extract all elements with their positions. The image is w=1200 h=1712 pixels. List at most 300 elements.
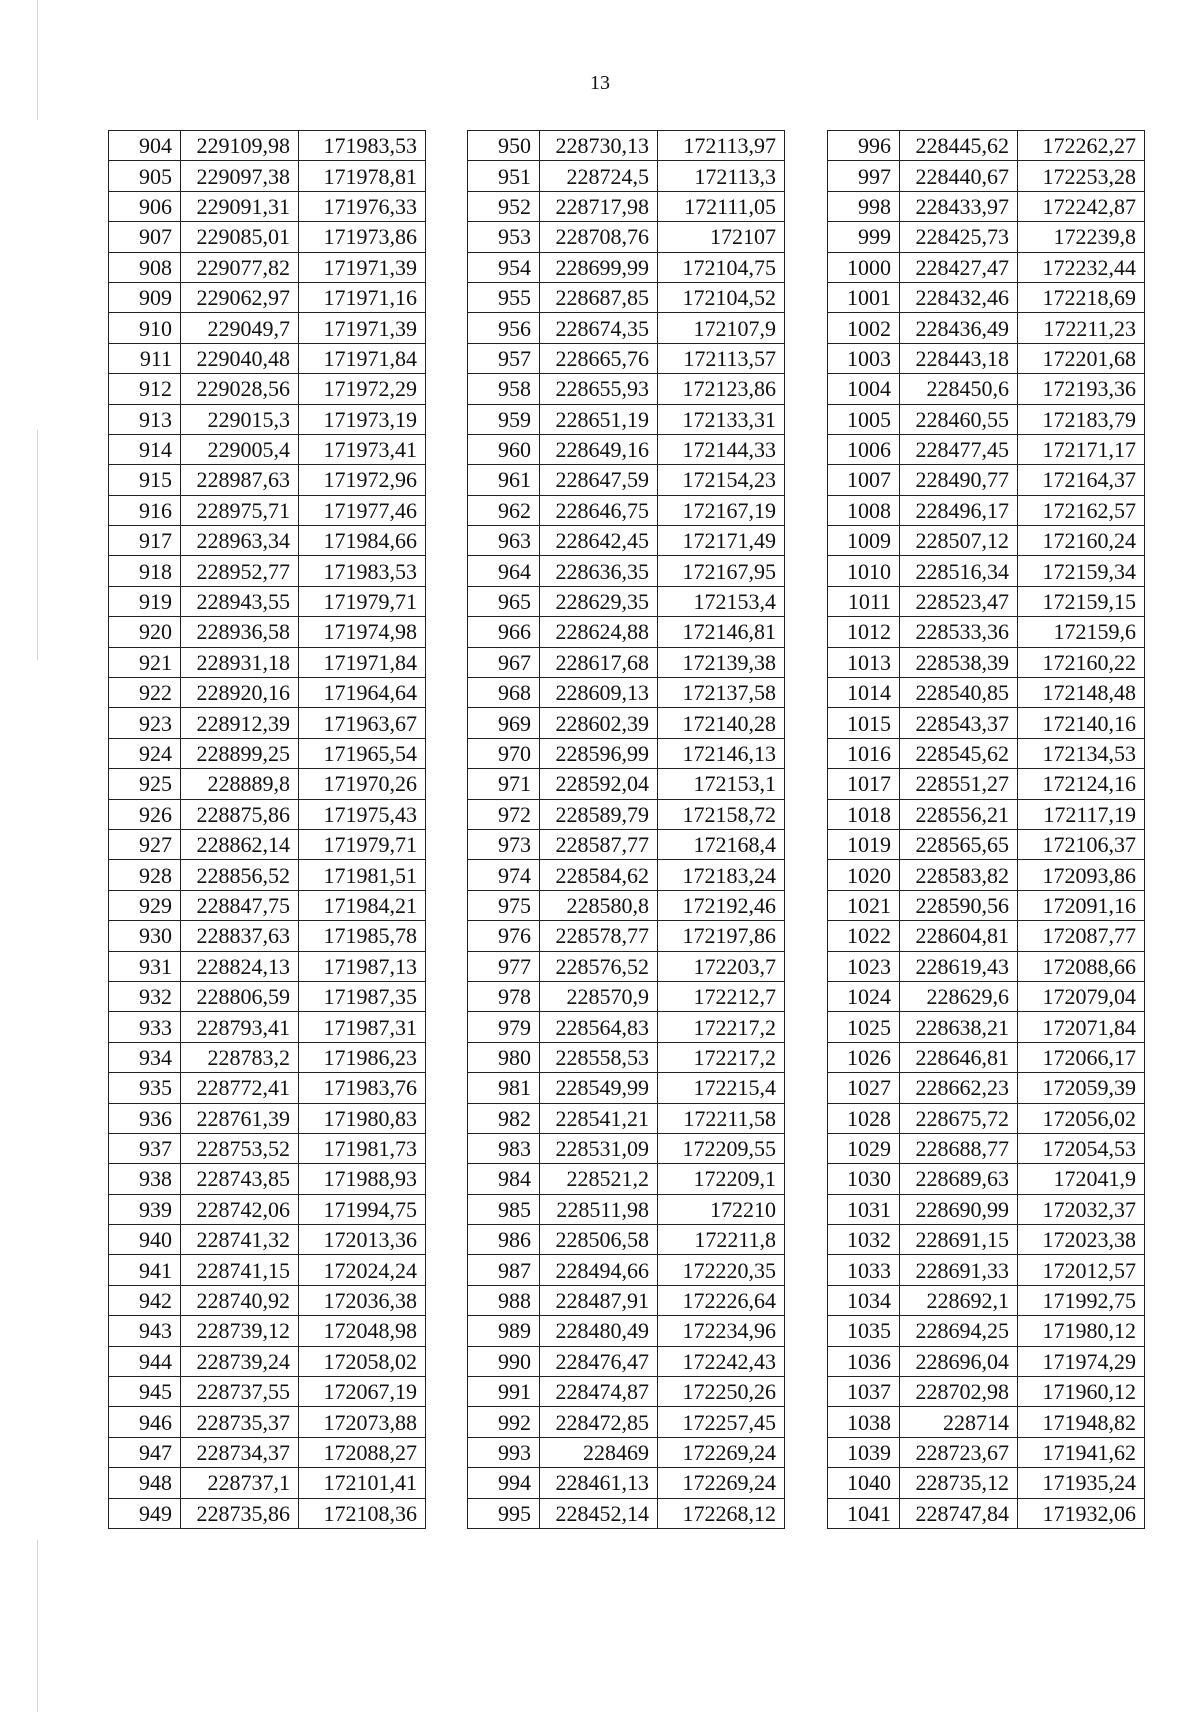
y-coordinate-cell: 172134,53 [1018, 738, 1145, 768]
x-coordinate-cell: 228565,65 [900, 829, 1018, 859]
point-number-cell: 1014 [828, 678, 900, 708]
point-number-cell: 949 [109, 1498, 181, 1528]
point-number-cell: 967 [468, 647, 540, 677]
y-coordinate-cell: 171987,31 [299, 1012, 426, 1042]
x-coordinate-cell: 228452,14 [540, 1498, 658, 1528]
x-coordinate-cell: 228912,39 [181, 708, 299, 738]
x-coordinate-cell: 228516,34 [900, 556, 1018, 586]
x-coordinate-cell: 229015,3 [181, 404, 299, 434]
y-coordinate-cell: 172146,13 [658, 738, 785, 768]
table-row [828, 1346, 1145, 1376]
y-coordinate-cell: 172168,4 [658, 829, 785, 859]
y-coordinate-cell: 171963,67 [299, 708, 426, 738]
table-row [109, 738, 426, 768]
x-coordinate-cell: 228443,18 [900, 343, 1018, 373]
y-coordinate-cell: 172073,88 [299, 1407, 426, 1437]
x-coordinate-cell: 228806,59 [181, 981, 299, 1011]
point-number-cell: 983 [468, 1133, 540, 1163]
table-row [828, 1498, 1145, 1528]
table-row [468, 1407, 785, 1437]
x-coordinate-cell: 228783,2 [181, 1042, 299, 1072]
x-coordinate-cell: 228724,5 [540, 161, 658, 191]
point-number-cell: 954 [468, 252, 540, 282]
point-number-cell: 911 [109, 343, 181, 373]
point-number-cell: 945 [109, 1377, 181, 1407]
point-number-cell: 1041 [828, 1498, 900, 1528]
y-coordinate-cell: 172148,48 [1018, 678, 1145, 708]
table-row [468, 829, 785, 859]
y-coordinate-cell: 172032,37 [1018, 1194, 1145, 1224]
table-row [109, 860, 426, 890]
table-row [109, 1073, 426, 1103]
table-row [109, 1164, 426, 1194]
x-coordinate-cell: 228690,99 [900, 1194, 1018, 1224]
x-coordinate-cell: 229005,4 [181, 434, 299, 464]
x-coordinate-cell: 228490,77 [900, 465, 1018, 495]
point-number-cell: 956 [468, 313, 540, 343]
table-row [468, 1133, 785, 1163]
point-number-cell: 923 [109, 708, 181, 738]
table-row [468, 1042, 785, 1072]
point-number-cell: 962 [468, 495, 540, 525]
y-coordinate-cell: 172209,55 [658, 1133, 785, 1163]
point-number-cell: 1013 [828, 647, 900, 677]
point-number-cell: 933 [109, 1012, 181, 1042]
x-coordinate-cell: 228587,77 [540, 829, 658, 859]
x-coordinate-cell: 228665,76 [540, 343, 658, 373]
table-row [828, 981, 1145, 1011]
point-number-cell: 937 [109, 1133, 181, 1163]
y-coordinate-cell: 172217,2 [658, 1012, 785, 1042]
y-coordinate-cell: 172024,24 [299, 1255, 426, 1285]
y-coordinate-cell: 172211,58 [658, 1103, 785, 1133]
y-coordinate-cell: 171941,62 [1018, 1437, 1145, 1467]
table-row [109, 1377, 426, 1407]
y-coordinate-cell: 172183,79 [1018, 404, 1145, 434]
point-number-cell: 1003 [828, 343, 900, 373]
table-row [828, 191, 1145, 221]
table-row [109, 708, 426, 738]
y-coordinate-cell: 172153,4 [658, 586, 785, 616]
x-coordinate-cell: 228584,62 [540, 860, 658, 890]
y-coordinate-cell: 171948,82 [1018, 1407, 1145, 1437]
x-coordinate-cell: 228647,59 [540, 465, 658, 495]
table-row [468, 1346, 785, 1376]
point-number-cell: 1034 [828, 1285, 900, 1315]
y-coordinate-cell: 171970,26 [299, 769, 426, 799]
x-coordinate-cell: 228477,45 [900, 434, 1018, 464]
point-number-cell: 986 [468, 1225, 540, 1255]
x-coordinate-cell: 228425,73 [900, 222, 1018, 252]
table-row [828, 708, 1145, 738]
y-coordinate-cell: 172268,12 [658, 1498, 785, 1528]
x-coordinate-cell: 228735,37 [181, 1407, 299, 1437]
y-coordinate-cell: 172048,98 [299, 1316, 426, 1346]
x-coordinate-cell: 229028,56 [181, 374, 299, 404]
table-row [468, 313, 785, 343]
x-coordinate-cell: 228480,49 [540, 1316, 658, 1346]
point-number-cell: 935 [109, 1073, 181, 1103]
point-number-cell: 921 [109, 647, 181, 677]
x-coordinate-cell: 228692,1 [900, 1285, 1018, 1315]
x-coordinate-cell: 229062,97 [181, 282, 299, 312]
table-row [468, 708, 785, 738]
y-coordinate-cell: 171975,43 [299, 799, 426, 829]
y-coordinate-cell: 172192,46 [658, 890, 785, 920]
point-number-cell: 978 [468, 981, 540, 1011]
x-coordinate-cell: 228737,1 [181, 1468, 299, 1498]
point-number-cell: 917 [109, 526, 181, 556]
x-coordinate-cell: 228741,15 [181, 1255, 299, 1285]
x-coordinate-cell: 228714 [900, 1407, 1018, 1437]
x-coordinate-cell: 228856,52 [181, 860, 299, 890]
table-row [828, 1225, 1145, 1255]
point-number-cell: 904 [109, 131, 181, 161]
y-coordinate-cell: 172250,26 [658, 1377, 785, 1407]
y-coordinate-cell: 172262,27 [1018, 131, 1145, 161]
table-row [109, 1133, 426, 1163]
x-coordinate-cell: 228638,21 [900, 1012, 1018, 1042]
table-row [109, 526, 426, 556]
x-coordinate-cell: 228734,37 [181, 1437, 299, 1467]
x-coordinate-cell: 228496,17 [900, 495, 1018, 525]
x-coordinate-cell: 228735,12 [900, 1468, 1018, 1498]
table-row [109, 1042, 426, 1072]
x-coordinate-cell: 228674,35 [540, 313, 658, 343]
x-coordinate-cell: 228592,04 [540, 769, 658, 799]
point-number-cell: 1039 [828, 1437, 900, 1467]
point-number-cell: 987 [468, 1255, 540, 1285]
point-number-cell: 1006 [828, 434, 900, 464]
table-row [109, 1437, 426, 1467]
point-number-cell: 985 [468, 1194, 540, 1224]
y-coordinate-cell: 172041,9 [1018, 1164, 1145, 1194]
y-coordinate-cell: 172139,38 [658, 647, 785, 677]
point-number-cell: 919 [109, 586, 181, 616]
point-number-cell: 1023 [828, 951, 900, 981]
table-row [109, 617, 426, 647]
table-row [109, 1285, 426, 1315]
x-coordinate-cell: 228531,09 [540, 1133, 658, 1163]
table-row [109, 890, 426, 920]
point-number-cell: 934 [109, 1042, 181, 1072]
scan-margin-line [37, 430, 38, 660]
table-row [109, 1194, 426, 1224]
table-row [828, 769, 1145, 799]
table-row [828, 647, 1145, 677]
y-coordinate-cell: 172066,17 [1018, 1042, 1145, 1072]
x-coordinate-cell: 228636,35 [540, 556, 658, 586]
table-row [828, 1012, 1145, 1042]
x-coordinate-cell: 228551,27 [900, 769, 1018, 799]
table-row [109, 586, 426, 616]
point-number-cell: 976 [468, 921, 540, 951]
x-coordinate-cell: 228931,18 [181, 647, 299, 677]
table-row [828, 586, 1145, 616]
point-number-cell: 946 [109, 1407, 181, 1437]
table-row [468, 1255, 785, 1285]
y-coordinate-cell: 172201,68 [1018, 343, 1145, 373]
x-coordinate-cell: 228570,9 [540, 981, 658, 1011]
x-coordinate-cell: 228739,24 [181, 1346, 299, 1376]
table-row [468, 131, 785, 161]
table-row [468, 222, 785, 252]
y-coordinate-cell: 172117,19 [1018, 799, 1145, 829]
y-coordinate-cell: 172107,9 [658, 313, 785, 343]
y-coordinate-cell: 171987,13 [299, 951, 426, 981]
y-coordinate-cell: 172013,36 [299, 1225, 426, 1255]
x-coordinate-cell: 228691,33 [900, 1255, 1018, 1285]
table-row [468, 1377, 785, 1407]
x-coordinate-cell: 228469 [540, 1437, 658, 1467]
y-coordinate-cell: 172218,69 [1018, 282, 1145, 312]
point-number-cell: 968 [468, 678, 540, 708]
x-coordinate-cell: 228507,12 [900, 526, 1018, 556]
y-coordinate-cell: 172087,77 [1018, 921, 1145, 951]
y-coordinate-cell: 171984,21 [299, 890, 426, 920]
table-row [828, 434, 1145, 464]
x-coordinate-cell: 228450,6 [900, 374, 1018, 404]
coordinates-table-3 [827, 130, 1145, 1529]
point-number-cell: 969 [468, 708, 540, 738]
x-coordinate-cell: 228619,43 [900, 951, 1018, 981]
y-coordinate-cell: 171932,06 [1018, 1498, 1145, 1528]
table-row [109, 769, 426, 799]
y-coordinate-cell: 171972,96 [299, 465, 426, 495]
x-coordinate-cell: 228433,97 [900, 191, 1018, 221]
y-coordinate-cell: 172113,57 [658, 343, 785, 373]
x-coordinate-cell: 228740,92 [181, 1285, 299, 1315]
y-coordinate-cell: 172253,28 [1018, 161, 1145, 191]
table-row [468, 860, 785, 890]
point-number-cell: 1024 [828, 981, 900, 1011]
y-coordinate-cell: 171971,39 [299, 313, 426, 343]
table-row [828, 404, 1145, 434]
x-coordinate-cell: 228699,99 [540, 252, 658, 282]
y-coordinate-cell: 172058,02 [299, 1346, 426, 1376]
y-coordinate-cell: 171992,75 [1018, 1285, 1145, 1315]
y-coordinate-cell: 171935,24 [1018, 1468, 1145, 1498]
point-number-cell: 957 [468, 343, 540, 373]
x-coordinate-cell: 228761,39 [181, 1103, 299, 1133]
y-coordinate-cell: 172160,22 [1018, 647, 1145, 677]
point-number-cell: 952 [468, 191, 540, 221]
y-coordinate-cell: 172091,16 [1018, 890, 1145, 920]
table-row [109, 1255, 426, 1285]
y-coordinate-cell: 172159,34 [1018, 556, 1145, 586]
y-coordinate-cell: 171986,23 [299, 1042, 426, 1072]
x-coordinate-cell: 228691,15 [900, 1225, 1018, 1255]
x-coordinate-cell: 228589,79 [540, 799, 658, 829]
x-coordinate-cell: 228472,85 [540, 1407, 658, 1437]
y-coordinate-cell: 171971,39 [299, 252, 426, 282]
table-row [468, 282, 785, 312]
y-coordinate-cell: 172056,02 [1018, 1103, 1145, 1133]
table-row [828, 890, 1145, 920]
y-coordinate-cell: 172108,36 [299, 1498, 426, 1528]
x-coordinate-cell: 229097,38 [181, 161, 299, 191]
x-coordinate-cell: 228920,16 [181, 678, 299, 708]
y-coordinate-cell: 172269,24 [658, 1468, 785, 1498]
table-row [468, 1225, 785, 1255]
point-number-cell: 1028 [828, 1103, 900, 1133]
table-row [468, 404, 785, 434]
y-coordinate-cell: 172209,1 [658, 1164, 785, 1194]
point-number-cell: 924 [109, 738, 181, 768]
point-number-cell: 909 [109, 282, 181, 312]
point-number-cell: 943 [109, 1316, 181, 1346]
y-coordinate-cell: 172107 [658, 222, 785, 252]
table-row [468, 1498, 785, 1528]
point-number-cell: 997 [828, 161, 900, 191]
table-row [109, 374, 426, 404]
table-row [109, 678, 426, 708]
x-coordinate-cell: 228617,68 [540, 647, 658, 677]
x-coordinate-cell: 228609,13 [540, 678, 658, 708]
point-number-cell: 941 [109, 1255, 181, 1285]
x-coordinate-cell: 228747,84 [900, 1498, 1018, 1528]
y-coordinate-cell: 171985,78 [299, 921, 426, 951]
table-row [828, 161, 1145, 191]
table-row [828, 860, 1145, 890]
y-coordinate-cell: 171971,16 [299, 282, 426, 312]
point-number-cell: 994 [468, 1468, 540, 1498]
x-coordinate-cell: 228476,47 [540, 1346, 658, 1376]
y-coordinate-cell: 171981,73 [299, 1133, 426, 1163]
table-row [109, 1407, 426, 1437]
table-row [828, 343, 1145, 373]
table-row [109, 313, 426, 343]
y-coordinate-cell: 172242,87 [1018, 191, 1145, 221]
x-coordinate-cell: 228436,49 [900, 313, 1018, 343]
y-coordinate-cell: 171979,71 [299, 586, 426, 616]
x-coordinate-cell: 228702,98 [900, 1377, 1018, 1407]
table-row [468, 890, 785, 920]
point-number-cell: 1027 [828, 1073, 900, 1103]
point-number-cell: 995 [468, 1498, 540, 1528]
y-coordinate-cell: 172113,97 [658, 131, 785, 161]
y-coordinate-cell: 172140,16 [1018, 708, 1145, 738]
x-coordinate-cell: 228753,52 [181, 1133, 299, 1163]
point-number-cell: 1032 [828, 1225, 900, 1255]
y-coordinate-cell: 172144,33 [658, 434, 785, 464]
y-coordinate-cell: 171964,64 [299, 678, 426, 708]
point-number-cell: 1002 [828, 313, 900, 343]
point-number-cell: 963 [468, 526, 540, 556]
y-coordinate-cell: 172197,86 [658, 921, 785, 951]
x-coordinate-cell: 228735,86 [181, 1498, 299, 1528]
y-coordinate-cell: 171987,35 [299, 981, 426, 1011]
table-row [109, 1346, 426, 1376]
table-row [828, 678, 1145, 708]
x-coordinate-cell: 228558,53 [540, 1042, 658, 1072]
point-number-cell: 940 [109, 1225, 181, 1255]
table-row [109, 556, 426, 586]
y-coordinate-cell: 172269,24 [658, 1437, 785, 1467]
y-coordinate-cell: 172101,41 [299, 1468, 426, 1498]
point-number-cell: 932 [109, 981, 181, 1011]
point-number-cell: 989 [468, 1316, 540, 1346]
table-row [828, 1437, 1145, 1467]
table-row [828, 1285, 1145, 1315]
y-coordinate-cell: 172153,1 [658, 769, 785, 799]
x-coordinate-cell: 228460,55 [900, 404, 1018, 434]
table-row [468, 556, 785, 586]
page-number: 13 [590, 72, 610, 94]
y-coordinate-cell: 172167,19 [658, 495, 785, 525]
point-number-cell: 958 [468, 374, 540, 404]
table-row [468, 799, 785, 829]
table-row [109, 131, 426, 161]
point-number-cell: 973 [468, 829, 540, 859]
x-coordinate-cell: 228889,8 [181, 769, 299, 799]
point-number-cell: 955 [468, 282, 540, 312]
table-row [828, 526, 1145, 556]
x-coordinate-cell: 228952,77 [181, 556, 299, 586]
point-number-cell: 1019 [828, 829, 900, 859]
point-number-cell: 970 [468, 738, 540, 768]
x-coordinate-cell: 228649,16 [540, 434, 658, 464]
point-number-cell: 1037 [828, 1377, 900, 1407]
x-coordinate-cell: 228487,91 [540, 1285, 658, 1315]
table-row [468, 1285, 785, 1315]
point-number-cell: 1035 [828, 1316, 900, 1346]
table-row [468, 647, 785, 677]
x-coordinate-cell: 228432,46 [900, 282, 1018, 312]
x-coordinate-cell: 228604,81 [900, 921, 1018, 951]
y-coordinate-cell: 171971,84 [299, 343, 426, 373]
x-coordinate-cell: 228688,77 [900, 1133, 1018, 1163]
x-coordinate-cell: 228642,45 [540, 526, 658, 556]
table-row [468, 738, 785, 768]
table-row [828, 313, 1145, 343]
y-coordinate-cell: 172171,17 [1018, 434, 1145, 464]
y-coordinate-cell: 172257,45 [658, 1407, 785, 1437]
point-number-cell: 1038 [828, 1407, 900, 1437]
y-coordinate-cell: 171974,98 [299, 617, 426, 647]
y-coordinate-cell: 172067,19 [299, 1377, 426, 1407]
table-row [828, 1103, 1145, 1133]
table-row [468, 495, 785, 525]
point-number-cell: 972 [468, 799, 540, 829]
point-number-cell: 1004 [828, 374, 900, 404]
y-coordinate-cell: 172203,7 [658, 951, 785, 981]
x-coordinate-cell: 228936,58 [181, 617, 299, 647]
point-number-cell: 1008 [828, 495, 900, 525]
y-coordinate-cell: 172059,39 [1018, 1073, 1145, 1103]
x-coordinate-cell: 228730,13 [540, 131, 658, 161]
y-coordinate-cell: 172211,8 [658, 1225, 785, 1255]
y-coordinate-cell: 171988,93 [299, 1164, 426, 1194]
point-number-cell: 988 [468, 1285, 540, 1315]
table-row [828, 1377, 1145, 1407]
point-number-cell: 953 [468, 222, 540, 252]
x-coordinate-cell: 228708,76 [540, 222, 658, 252]
x-coordinate-cell: 228655,93 [540, 374, 658, 404]
table-row [828, 1255, 1145, 1285]
table-row [828, 617, 1145, 647]
table-row [468, 191, 785, 221]
y-coordinate-cell: 172137,58 [658, 678, 785, 708]
y-coordinate-cell: 172159,6 [1018, 617, 1145, 647]
y-coordinate-cell: 172071,84 [1018, 1012, 1145, 1042]
table-row [828, 495, 1145, 525]
x-coordinate-cell: 228847,75 [181, 890, 299, 920]
point-number-cell: 990 [468, 1346, 540, 1376]
y-coordinate-cell: 172183,24 [658, 860, 785, 890]
x-coordinate-cell: 228675,72 [900, 1103, 1018, 1133]
point-number-cell: 948 [109, 1468, 181, 1498]
